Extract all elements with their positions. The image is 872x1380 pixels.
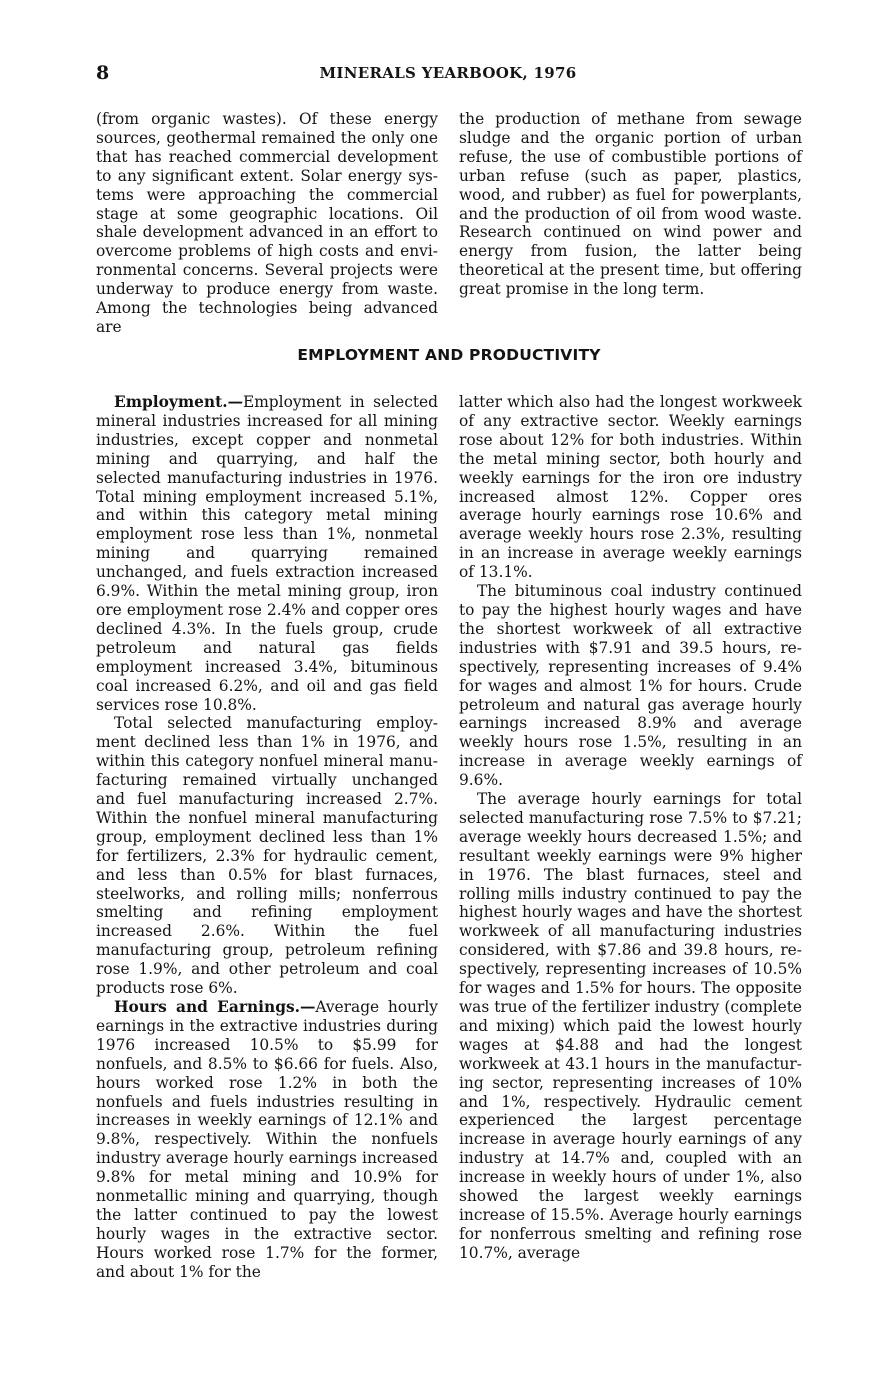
book-title: MINERALS YEARBOOK, 1976 xyxy=(319,64,577,82)
section-heading: EMPLOYMENT AND PRODUCTIVITY xyxy=(297,346,601,364)
page-number: 8 xyxy=(96,62,110,84)
intro-paragraph-left: (from organic wastes). Of these energy sources, geothermal remained the only one that has reached commercial development to any significant extent. Solar energy systems were approaching the commercial stage at some geographic locations. Oil shale development advanced in an effort to overcome problems of high costs and environmental concerns. Several projects were underway to produce energy from waste. Among the technologies being advanced are xyxy=(96,110,438,336)
section-column-left xyxy=(96,393,438,1282)
employment-text-1: Employment in selected mineral industries increased for all mining industries, except copper and nonmetal mining and quarrying, and half the selected manufacturing industries in 1976. Total mining employment increased 5.1%, and within this category metal mining employment rose less than 1%, nonmetal mining and quarrying remained unchanged, and fuels extraction increased 6.9%. Within the metal mining group, iron ore employment rose 2.4% and copper ores declined 4.3%. In the fuels group, crude petroleum and natural gas fields employment increased 3.4%, bituminous coal increased 6.2%, and oil and gas field services rose 10.8%. xyxy=(96,393,438,714)
continued-paragraph: latter which also had the longest workweek of any extractive sector. Weekly earnings rose about 12% for both industries. Within the metal mining sector, both hourly and weekly earnings for the iron ore industry increased almost 12%. Copper ores average hourly earnings rose 10.6% and average weekly hours rose 2.3%, resulting in an increase in average weekly earnings of 13.1%. xyxy=(459,393,802,582)
employment-run-in-heading: Employment.— xyxy=(114,393,243,411)
intro-column-left xyxy=(96,110,438,337)
bituminous-coal-paragraph: The bituminous coal industry continued to pay the highest hourly wages and have the shortest workweek of all extractive industries with $7.91 and 39.5 hours, respectively, representing increases of 9.4% for wages and almost 1% for hours. Crude petroleum and natural gas average hourly earnings increased 8.9% and average weekly hours rose 1.5%, resulting in an increase in average weekly earnings of 9.6%. xyxy=(459,582,802,790)
running-header xyxy=(96,62,800,84)
hours-run-in-heading: Hours and Earnings.— xyxy=(114,998,316,1016)
intro-paragraph-right: the production of methane from sewage sludge and the organic portion of urban refuse, the use of combustible portions of urban refuse (such as paper, plastics, wood, and rubber) as fuel for powerplants, and the production of oil from wood waste. Research continued on wind power and energy from fusion, the latter being theoretical at the present time, but offering great promise in the long term. xyxy=(459,110,802,299)
intro-column-right xyxy=(459,110,802,299)
employment-paragraph-2: Total selected manufacturing employment declined less than 1% in 1976, and within this category nonfuel mineral manufacturing remained virtually unchanged and fuel manufacturing increased 2.7%. Within the nonfuel mineral manufacturing group, employment declined less than 1% for fertilizers, 2.3% for hydraulic cement, and less than 0.5% for blast furnaces, steelworks, and rolling mills; nonferrous smelting and refining employment increased 2.6%. Within the fuel manufacturing group, petroleum refining rose 1.9%, and other petroleum and coal products rose 6%. xyxy=(96,714,438,998)
section-column-right xyxy=(459,393,802,1263)
employment-paragraph-1 xyxy=(96,393,438,714)
hours-paragraph-1 xyxy=(96,998,438,1282)
hours-text-1: Average hourly earnings in the extractive industries during 1976 increased 10.5% to $5.99 for nonfuels, and 8.5% to $6.66 for fuels. Also, hours worked rose 1.2% in both the nonfuels and fuels industries resulting in increases in weekly earnings of 12.1% and 9.8%, respectively. Within the nonfuels industry average hourly earnings increased 9.8% for metal mining and 10.9% for nonmetallic mining and quarrying, though the latter continued to pay the lowest hourly wages in the extractive sector. Hours worked rose 1.7% for the former, and about 1% for the xyxy=(96,998,438,1281)
manufacturing-earnings-paragraph: The average hourly earnings for total selected manufacturing rose 7.5% to $7.21; average weekly hours decreased 1.5%; and resultant weekly earnings were 9% higher in 1976. The blast furnaces, steel and rolling mills industry continued to pay the highest hourly wages and have the shortest workweek of all manufacturing industries considered, with $7.86 and 39.8 hours, respectively, representing increases of 10.5% for wages and 1.5% for hours. The opposite was true of the fertilizer industry (complete and mixing) which paid the lowest hourly wages at $4.88 and had the longest workweek at 43.1 hours in the manufacturing sector, representing increases of 10% and 1%, respectively. Hydraulic cement experienced the largest percentage increase in average hourly earnings of any industry at 14.7% and, coupled with an increase in weekly hours of under 1%, also showed the largest weekly earnings increase of 15.5%. Average hourly earnings for nonferrous smelting and refining rose 10.7%, average xyxy=(459,790,802,1262)
